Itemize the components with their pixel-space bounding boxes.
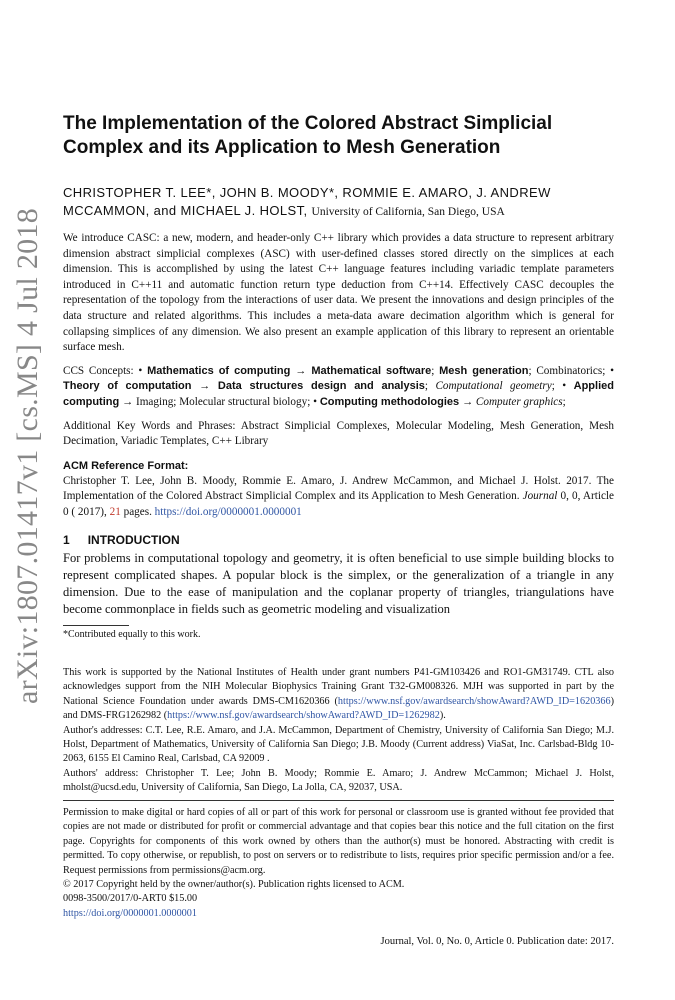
ccs-separator: → Imaging; Molecular structural biology; • bbox=[119, 395, 320, 408]
nsf-award-link-2[interactable]: https://www.nsf.gov/awardsearch/showAward?AWD_ID=1262982 bbox=[167, 710, 440, 722]
funding-text: ) and DMS-FRG1262982 ( bbox=[63, 695, 614, 722]
funding-note bbox=[63, 666, 614, 724]
keywords: Additional Key Words and Phrases: Abstract Simplicial Complexes, Molecular Modeling, Mesh Generation, Mesh Decimation, Variadic Templates, C++ Library bbox=[63, 419, 614, 448]
ccs-separator: ; • bbox=[551, 380, 574, 393]
ccs-separator: ; bbox=[431, 364, 440, 377]
acm-ref-text: pages. bbox=[120, 505, 155, 518]
footnote-rule bbox=[63, 625, 129, 626]
ccs-concept: Computing methodologies bbox=[319, 395, 460, 408]
ccs-concepts bbox=[63, 364, 614, 411]
author-names: CHRISTOPHER T. LEE*, JOHN B. MOODY*, ROMMIE E. AMARO, J. ANDREW MCCAMMON, and MICHAEL J. HOLST, bbox=[63, 185, 551, 218]
permission-notice bbox=[63, 800, 614, 921]
ccs-concept: Computational geometry bbox=[435, 380, 552, 393]
acm-ref-text: 0, 0, Article 0 ( 2017), bbox=[63, 490, 614, 518]
acm-ref-doi-link[interactable]: https://doi.org/0000001.0000001 bbox=[154, 505, 302, 518]
author-addresses: Author's addresses: C.T. Lee, R.E. Amaro, and J.A. McCammon, Department of Chemistry, University of California San Diego; M.J. Holst, Department of Mathematics, University of California San Diego; J.B. Moody (Current address) ViaSat, Inc. Carlsbad-Bldg 10-2063, 6155 El Camino Real, Carlsbad, CA 92009 . bbox=[63, 724, 614, 765]
ccs-concept: Theory of computation → Data structures design and analysis bbox=[63, 380, 425, 393]
funding-and-addresses bbox=[63, 666, 614, 796]
doi-link[interactable]: https://doi.org/0000001.0000001 bbox=[63, 907, 197, 919]
ccs-separator: → bbox=[459, 395, 476, 408]
section-title: INTRODUCTION bbox=[87, 532, 180, 547]
permission-text: Permission to make digital or hard copies of all or part of this work for personal or classroom use is granted without fee provided that copies are not made or distributed for profit or commercial advantage and that copies bear this notice and the full citation on the first page. Copyrights for components of this work owned by others than the author(s) must be honored. Abstracting with credit is permitted. To copy otherwise, or republish, to post on servers or to redistribute to lists, requires prior specific permission and/or a fee. Request permissions from permissions@acm.org. bbox=[63, 807, 614, 876]
author-list bbox=[63, 184, 614, 221]
ccs-separator: ; Combinatorics; • bbox=[528, 364, 614, 377]
arxiv-identifier: arXiv:1807.01417v1 [cs.MS] 4 Jul 2018 bbox=[11, 207, 44, 704]
ccs-concept: Applied computing bbox=[63, 380, 614, 408]
ccs-concept: Mathematics of computing → Mathematical software bbox=[147, 364, 432, 377]
acm-reference bbox=[63, 474, 614, 521]
acm-ref-text: Christopher T. Lee, John B. Moody, Rommie E. Amaro, J. Andrew McCammon, and Michael J. Holst. 2017. The Implementation of the Colored Abstract Simplicial Complex and its Application to Mesh Generation. bbox=[63, 474, 614, 503]
acm-ref-pages-link[interactable]: 21 bbox=[109, 505, 121, 518]
journal-footer: Journal, Vol. 0, No. 0, Article 0. Publication date: 2017. bbox=[380, 936, 614, 947]
ccs-separator: ; bbox=[562, 395, 566, 408]
section-heading bbox=[63, 532, 614, 548]
ccs-concept: Computer graphics bbox=[475, 395, 563, 408]
issn-line: 0098-3500/2017/0-ART0 $15.00 bbox=[63, 893, 198, 905]
nsf-award-link-1[interactable]: https://www.nsf.gov/awardsearch/showAward?AWD_ID=1620366 bbox=[337, 695, 611, 707]
section-number: 1 bbox=[63, 532, 70, 547]
copyright-line: © 2017 Copyright held by the owner/author(s). Publication rights licensed to ACM. bbox=[63, 879, 405, 891]
arxiv-sidebar bbox=[8, 203, 48, 708]
authors-contact: Authors' address: Christopher T. Lee; John B. Moody; Rommie E. Amaro; J. Andrew McCammon; Michael J. Holst, mholst@ucsd.edu, University of California, San Diego, La Jolla, CA, 92037, USA. bbox=[63, 767, 614, 794]
author-affiliation: University of California, San Diego, USA bbox=[311, 206, 505, 218]
acm-reference-heading: ACM Reference Format: bbox=[63, 459, 189, 472]
ccs-separator: ; bbox=[424, 380, 436, 393]
funding-text: This work is supported by the National Institutes of Health under grant numbers P41-GM103426 and RO1-GM31749. CTL also acknowledges support from the NIH Molecular Biophysics Training Grant T32-GM008326. MJH was supported in part by the National Science Foundation under awards DMS-CM1620366 ( bbox=[63, 667, 614, 707]
funding-text: ). bbox=[439, 710, 446, 722]
ccs-label: CCS Concepts: • bbox=[63, 364, 143, 377]
paper-title: The Implementation of the Colored Abstract Simplicial Complex and its Application to Mesh Generation bbox=[63, 113, 553, 158]
acm-ref-journal: Journal bbox=[522, 490, 558, 503]
introduction-text: For problems in computational topology and geometry, it is often beneficial to use simple building blocks to represent complicated shapes. A popular block is the simplex, or the generalization of a triangle in any dimension. Due to the ease of manipulation and the coplanar property of triangles, triangulations have become commonplace in fields such as geometric modeling and visualization bbox=[63, 550, 614, 617]
paper-first-page bbox=[63, 112, 614, 642]
footnote: *Contributed equally to this work. bbox=[63, 629, 201, 641]
abstract: We introduce CASC: a new, modern, and header-only C++ library which provides a data structure to represent arbitrary dimension abstract simplicial complexes (ASC) with user-defined classes stored directly on the simplices at each dimension. This is accomplished by using the latest C++ language features including variadic template parameters introduced in C++11 and automatic function return type deduction from C++14. Effectively CASC decouples the representation of the topology from the interactions of user data. We present the innovations and design principles of the data structure and related algorithms. This includes a meta-data aware decimation algorithm which is general for collapsing simplices of any dimension. We also present an example application of this library to represent an orientable surface mesh. bbox=[63, 232, 614, 354]
ccs-concept: Mesh generation bbox=[439, 364, 529, 377]
